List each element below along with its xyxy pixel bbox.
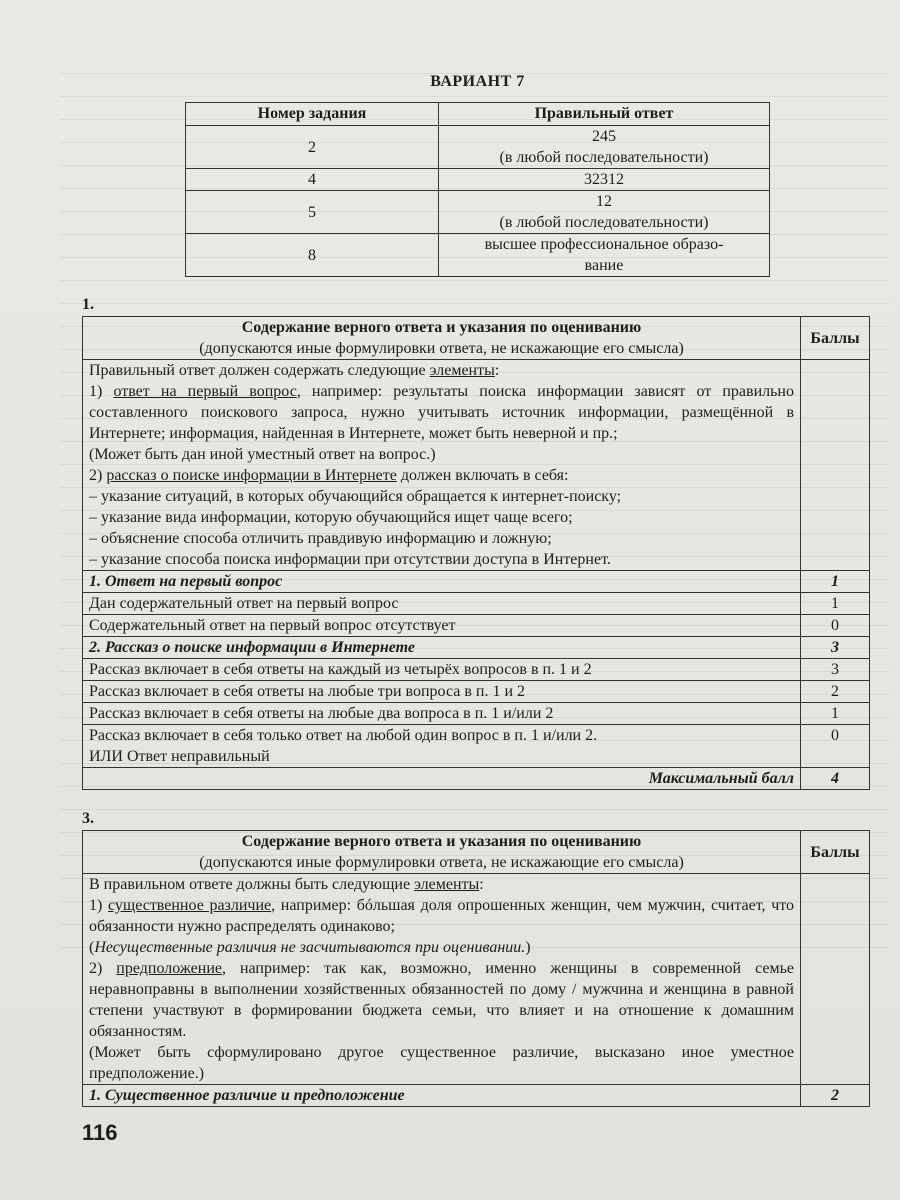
list-item: – объяснение способа отличить правдивую информацию и ложную;: [89, 530, 552, 547]
criteria-row: Рассказ включает в себя ответы на любые три вопроса в п. 1 и 2 2: [83, 681, 870, 703]
score-header: Баллы: [801, 317, 870, 360]
task1-criteria-table: [82, 316, 870, 790]
criteria-row: Рассказ включает в себя только ответ на любой один вопрос в п. 1 и/или 2. ИЛИ Ответ неправильный 0: [83, 725, 870, 768]
variant-title: ВАРИАНТ 7: [430, 73, 525, 90]
answer-content-row: [83, 874, 870, 1085]
list-item: – указание вида информации, которую обучающийся ищет чаще всего;: [89, 509, 573, 526]
table-header-row: [83, 831, 870, 874]
task-number: 5: [186, 191, 439, 234]
list-item: – указание ситуаций, в которых обучающийся обращается к интернет-поиску;: [89, 488, 622, 505]
criteria-header: Содержание верного ответа и указания по оцениванию (допускаются иные формулировки ответа, не искажающие его смысла): [83, 317, 801, 360]
table-row: [186, 126, 770, 169]
task-number: 4: [186, 169, 439, 191]
list-item: – указание способа поиска информации при отсутствии доступа в Интернет.: [89, 551, 611, 568]
answers-header-answer: Правильный ответ: [439, 103, 770, 126]
criteria-section-row: 2. Рассказ о поиске информации в Интернете 3: [83, 637, 870, 659]
table-row: [186, 234, 770, 277]
table-header-row: [83, 317, 870, 360]
correct-answer: высшее профессиональное образо- вание: [439, 234, 770, 277]
correct-answer: 245 (в любой последовательности): [439, 126, 770, 169]
answer-content: Правильный ответ должен содержать следующие элементы: 1) ответ на первый вопрос, например: результаты поиска информации зависят от правильно составленного поискового запроса, нужно учитывать источник информации, размещённой в Интернете; информация, найденная в Интернете, может быть неверной и пр.; (Может быть дан иной уместный ответ на вопрос.) 2) рассказ о поиске информации в Интернете должен включать в себя: – указание ситуаций, в которых обучающийся обращается к интернет-поиску; – указание вида информации, которую обучающийся ищет чаще всего; – объяснение способа отличить правдивую информацию и ложную; – указание способа поиска информации при отсутствии доступа в Интернет.: [83, 360, 801, 571]
task3-criteria-table: [82, 830, 870, 1107]
task-number: 2: [186, 126, 439, 169]
criteria-row: Содержательный ответ на первый вопрос отсутствует 0: [83, 615, 870, 637]
answers-table: [185, 102, 770, 277]
criteria-row: Рассказ включает в себя ответы на каждый из четырёх вопросов в п. 1 и 2 3: [83, 659, 870, 681]
table-row: [186, 191, 770, 234]
task3-number: 3.: [82, 810, 94, 827]
answer-content-row: [83, 360, 870, 571]
criteria-section-row: 1. Существенное различие и предположение 2: [83, 1085, 870, 1107]
criteria-row: Дан содержательный ответ на первый вопрос 1: [83, 593, 870, 615]
criteria-section-row: 1. Ответ на первый вопрос 1: [83, 571, 870, 593]
table-row: [186, 169, 770, 191]
answer-content: В правильном ответе должны быть следующие элементы: 1) существенное различие, например: бóльшая доля опрошенных женщин, чем мужчин, считает, что обязанности нужно распределять одинаково; (Несущественные различия не засчитываются при оценивании.) 2) предположение, например: так как, возможно, именно женщины в современной семье неравноправны в выполнении хозяйственных обязанностей по дому / мужчина и женщина в равной степени участвуют в формировании бюджета семьи, что влияет и на отношение к домашним обязанностям. (Может быть сформулировано другое существенное различие, высказано иное уместное предположение.): [83, 874, 801, 1085]
max-score-row: Максимальный балл 4: [83, 768, 870, 790]
task1-number: 1.: [82, 296, 94, 313]
score-header: Баллы: [801, 831, 870, 874]
criteria-header: Содержание верного ответа и указания по оцениванию (допускаются иные формулировки ответа, не искажающие его смысла): [83, 831, 801, 874]
correct-answer: 32312: [439, 169, 770, 191]
task-number: 8: [186, 234, 439, 277]
criteria-row: Рассказ включает в себя ответы на любые два вопроса в п. 1 и/или 2 1: [83, 703, 870, 725]
page-number: 116: [82, 1120, 118, 1145]
correct-answer: 12 (в любой последовательности): [439, 191, 770, 234]
answers-header-number: Номер задания: [186, 103, 439, 126]
